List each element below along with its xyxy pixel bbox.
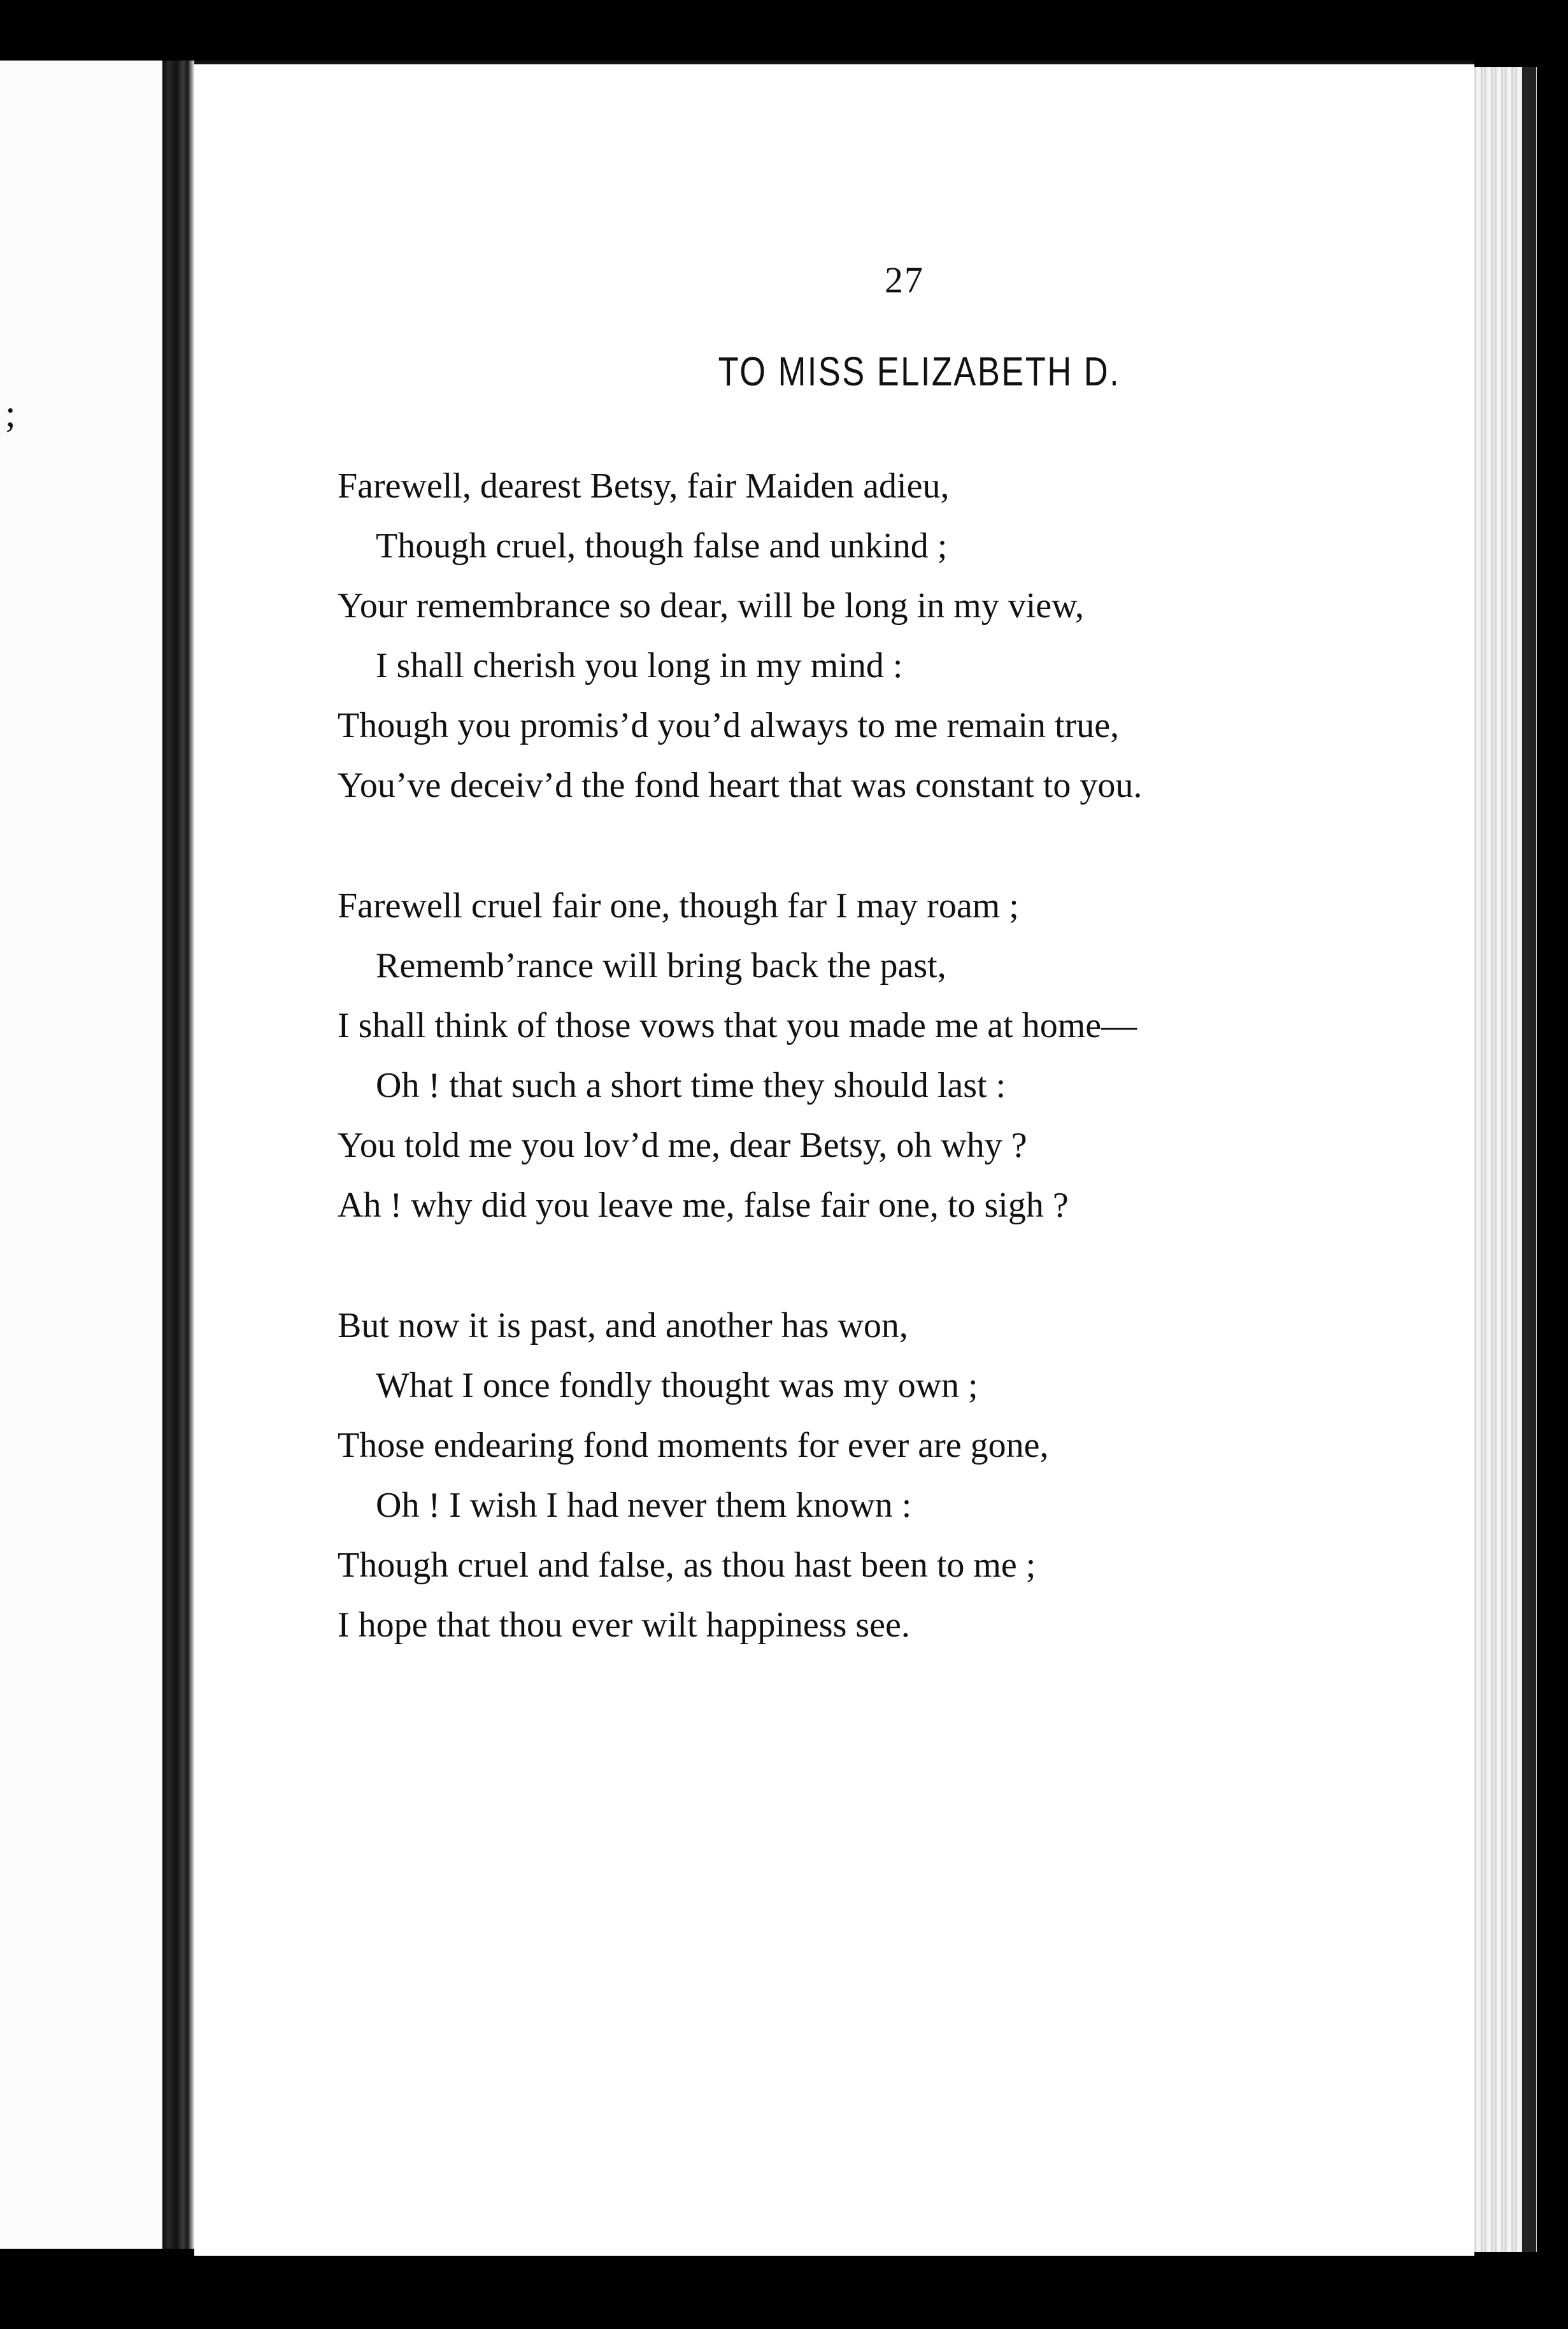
edge-shadow <box>1522 67 1536 2252</box>
poem-line: Though cruel, though false and unkind ; <box>376 526 948 566</box>
poem-line: I hope that thou ever wilt happiness see. <box>338 1605 910 1645</box>
poem-line: I shall think of those vows that you made me at home— <box>338 1006 1137 1045</box>
poem-line: Though you promis’d you’d always to me remain true, <box>338 706 1120 745</box>
poem-line: But now it is past, and another has won, <box>338 1306 908 1345</box>
poem-line: You’ve deceiv’d the fond heart that was constant to you. <box>338 766 1143 805</box>
poem-line: Your remembrance so dear, will be long in my view, <box>338 586 1084 626</box>
poem-title: TO MISS ELIZABETH D. <box>718 348 1121 394</box>
poem-line: Those endearing fond moments for ever are gone, <box>338 1426 1049 1465</box>
page-number: 27 <box>885 259 924 301</box>
poem-line: Rememb’rance will bring back the past, <box>376 946 946 985</box>
poem-line: You told me you lov’d me, dear Betsy, oh why ? <box>338 1126 1027 1165</box>
stanza-1 <box>338 456 1471 815</box>
poem-line: Farewell, dearest Betsy, fair Maiden adieu, <box>338 466 950 506</box>
poem-line: Ah ! why did you leave me, false fair one, to sigh ? <box>338 1186 1069 1225</box>
poem-line: Though cruel and false, as thou hast been to me ; <box>338 1545 1036 1585</box>
poem-line: Oh ! I wish I had never them known : <box>376 1486 912 1525</box>
poem-line: What I once fondly thought was my own ; <box>376 1366 978 1405</box>
book-gutter <box>162 61 194 2249</box>
left-page-mark: ; <box>5 392 16 434</box>
poem-line: Oh ! that such a short time they should last : <box>376 1066 1006 1105</box>
poem-line: I shall cherish you long in my mind : <box>376 646 903 685</box>
poem-line: Farewell cruel fair one, though far I may roam ; <box>338 886 1019 926</box>
stanza-2 <box>338 876 1471 1235</box>
left-page <box>0 61 162 2249</box>
stanza-3 <box>338 1296 1471 1655</box>
right-page <box>194 61 1474 2256</box>
poem-body <box>338 456 1471 1716</box>
